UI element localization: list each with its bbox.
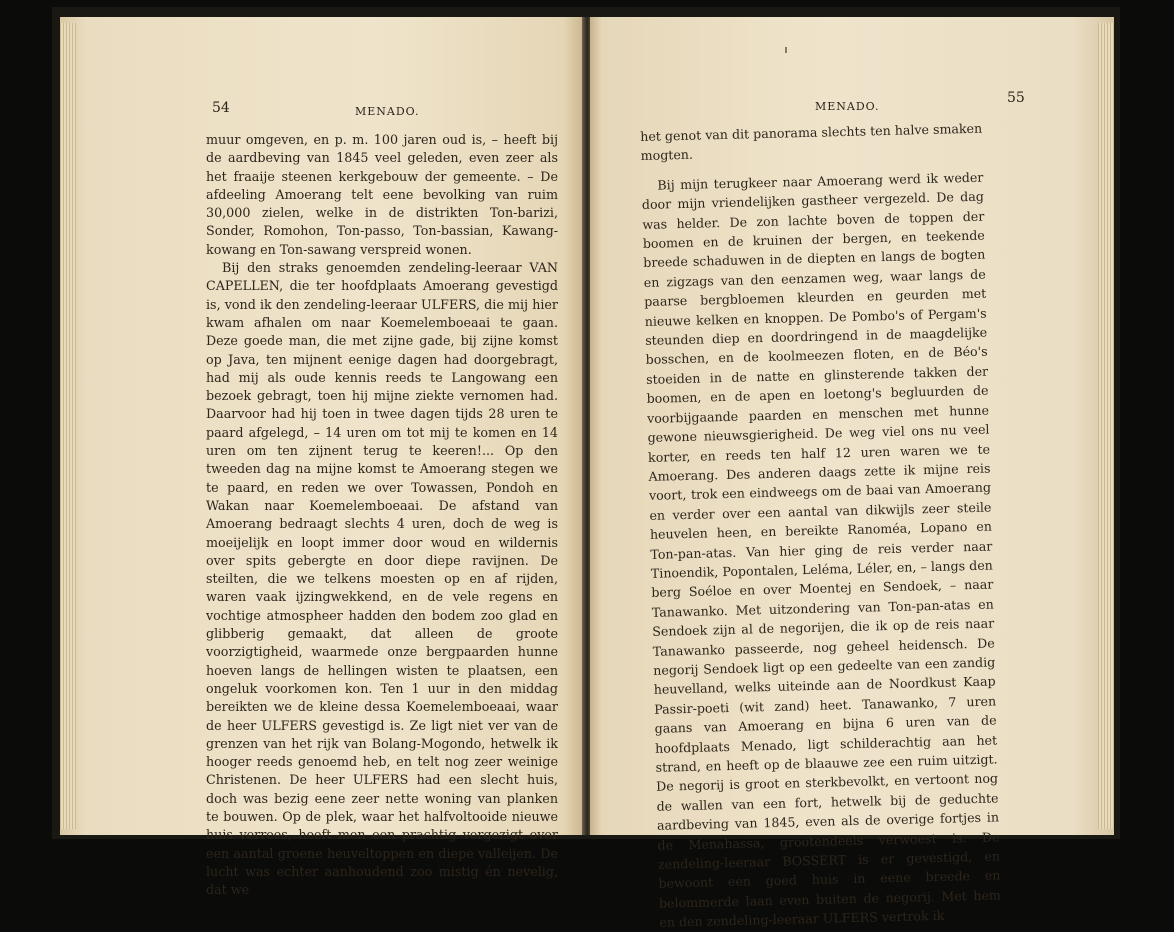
paper-speck: [785, 47, 787, 53]
paragraph: Bij mijn terugkeer naar Amoerang werd ik weder door mijn vriendelijken gastheer vergezeld. De dag was helder. De zon lachte boven de toppen der boomen en de kruinen der bergen, en teekende breede schaduwen in de diepten en langs de bogten en zigzags van den eenzamen weg, waar langs de paarse bergbloemen kleurden en geurden met nieuwe kelken en knoppen. De Pombo's of Pergam's steunden diep en doordringend in de maagdelijke bosschen, en de koolmeezen floten, en de Béo's stoeiden in de natte en glinsterende takken der boomen, en de apen en loetong's begluurden de voorbijgaande paarden en menschen met hunne gewone nieuwsgierigheid. De weg viel ons nu veel korter, en reeds ten half 12 uren waren we te Amoerang. Des anderen daags zette ik mijne reis voort, trok een eindweegs om de baai van Amoerang en verder over een aantal van dikwijls zeer steile heuvelen heen, en bereikte Ranoméa, Lopano en Ton-pan-atas. Van hier ging de reis verder naar Tinoendik, Popontalen, Leléma, Léler, en, – langs den berg Soéloe en over Moentej en Sendoek, – naar Tanawanko. Met uitzondering van Ton-pan-atas en Sendoek zijn al de negorijen, die ik op de reis naar Tanawanko passeerde, nog geheel heidensch. De negorij Sendoek ligt op een gedeelte van een zandig heuvelland, welks uiteinde aan de Noordkust Kaap Passir-poeti (wit zand) heet. Tanawanko, 7 uren gaans van Amoerang en bijna 6 uren van de hoofdplaats Menado, ligt schilderachtig aan het strand, en heeft op de blaauwe zee een ruim uitzigt. De negorij is groot en sterkbevolkt, en vertoont nog de wallen van een fort, hetwelk bij de geduchte aardbeving van 1845, even als de overige fortjes in de Menahassa, grootendeels verwoest is. De zendeling-leeraar BOSSERT is er gevestigd, en bewoont een goed huis in eene breede en belommerde laan even buiten de negorij. Met hem en den zendeling-leeraar ULFERS vertrok ik: [641, 169, 1002, 931]
page-edge: [1098, 23, 1114, 829]
paragraph: het genot van dit panorama slechts ten halve smaken mogten.: [640, 120, 983, 164]
running-head: MENADO.: [355, 105, 420, 118]
running-head: MENADO.: [815, 100, 880, 113]
left-page: [60, 17, 584, 898]
paragraph: muur omgeven, en p. m. 100 jaren oud is, – heeft bij de aardbeving van 1845 veel geleden, even zeer als het fraaije steenen kerkgebouw der gemeente. – De afdeeling Amoerang telt eene bevolking van ruim 30,000 zielen, welke in de distrikten Ton-barizi, Sonder, Romohon, Ton-passo, Ton-bassian, Kawang-kowang en Ton-sawang verspreid wonen.: [206, 132, 558, 257]
paragraph: Bij den straks genoemden zendeling-leeraar VAN CAPELLEN, die ter hoofdplaats Amoerang gevestigd is, vond ik den zendeling-leeraar ULFERS, die mij hier kwam afhalen om naar Koemelemboeaai te gaan. Deze goede man, die met zijne gade, bij zijne komst op Java, ten mijnent eenige dagen had doorgebragt, had mij als oude kennis reeds te Langowang een bezoek gebragt, toen hij mijne ziekte vernomen had. Daarvoor had hij toen in twee dagen tijds 28 uren te paard afgelegd, – 14 uren om tot mij te komen en 14 uren om ten zijnent terug te keeren!... Op den tweeden dag na mijne komst te Amoerang stegen we te paard, en reden we over Towassen, Pondoh en Wakan naar Koemelemboeaai. De afstand van Amoerang bedraagt slechts 4 uren, doch de weg is moeijelijk en loopt immer door woud en wildernis over spits gebergte en door diepe ravijnen. De steilten, die we telkens moesten op en af rijden, waren vaak ijzingwekkend, en de vele regens en vochtige atmospheer hadden den bodem zoo glad en glibberig gemaakt, dat alleen de groote voorzigtigheid, waarmede onze bergpaarden hunne hoeven langs de hellingen wisten te plaatsen, een ongeluk voorkomen kon. Ten 1 uur in den middag bereikten we de kleine dessa Koemelemboeaai, waar de heer ULFERS gevestigd is. Ze ligt niet ver van de grenzen van het rijk van Bolang-Mogondo, hetwelk ik hooger reeds genoemd heb, en telt nog zeer weinige Christenen. De heer ULFERS had een slecht huis, doch was bezig eene zeer nette woning van planken te bouwen. Op de plek, waar het halfvoltooide nieuwe huis verrees, heeft men een prachtig vergezigt over een aantal groene heuveltoppen en diepe valleijen. De lucht was echter aanhoudend zoo mistig én nevelig, dat we: [206, 260, 558, 898]
page-number: 54: [212, 100, 230, 116]
book-spread: [52, 7, 1120, 931]
right-body-text: [640, 119, 1002, 932]
page-number: 55: [1007, 90, 1025, 106]
right-page: [590, 17, 1114, 931]
left-body-text: [206, 131, 558, 899]
page-edge: [60, 23, 76, 829]
